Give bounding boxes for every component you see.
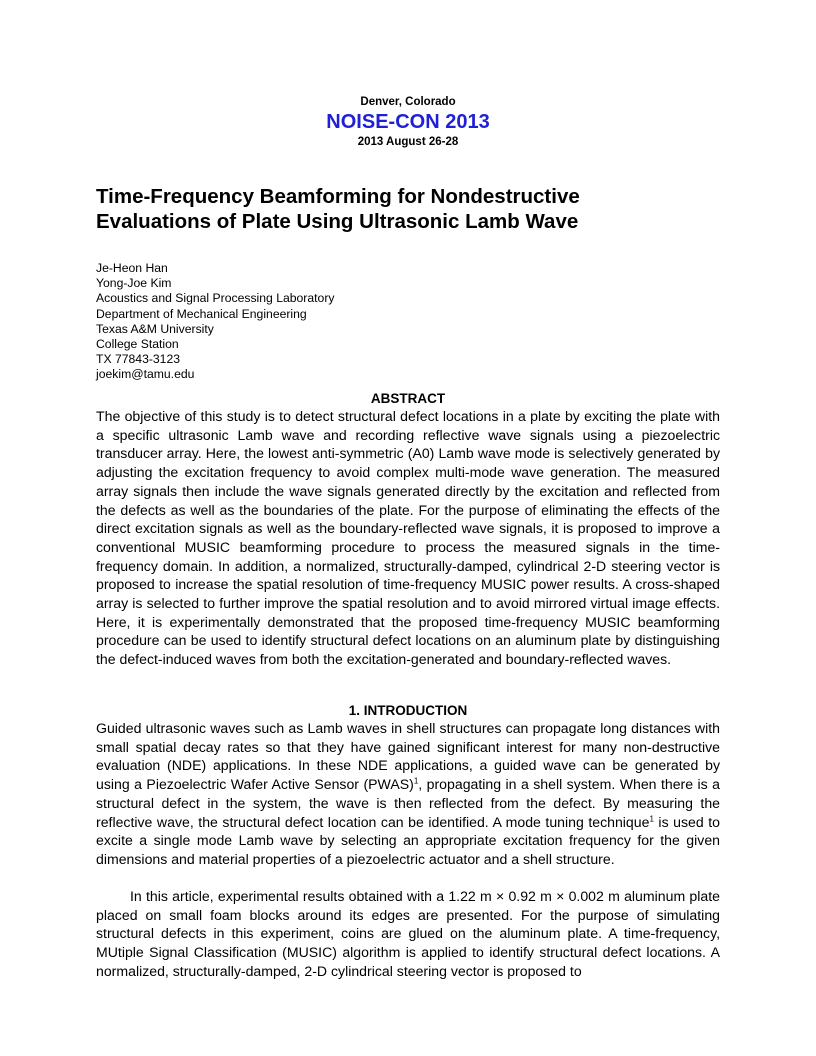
abstract-heading: ABSTRACT: [370, 391, 446, 406]
author-email: joekim@tamu.edu: [96, 367, 195, 382]
author-postal: TX 77843-3123: [96, 352, 181, 367]
citation-ref: 1: [649, 813, 654, 823]
author-name: Je-Heon Han: [96, 261, 168, 275]
conference-dates: 2013 August 26-28: [357, 136, 459, 148]
author-name: Yong-Joe Kim: [96, 276, 172, 291]
author-lab: Acoustics and Signal Processing Laboratory: [96, 291, 335, 306]
author-block: [96, 261, 334, 383]
introduction-paragraph-2: In this article, experimental results obtained with a 1.22 m × 0.92 m × 0.002 m aluminum plate placed on small foam blocks around its edges are presented. For the purpose of simulating structural defects in this experiment, coins are glued on the aluminum plate. A time-frequency, MUtiple Signal Classification (MUSIC) algorithm is applied to identify structural defect locations. A normalized, structurally-damped, 2-D cylindrical steering vector is proposed to: [96, 888, 720, 979]
citation-ref: 1: [413, 776, 419, 786]
abstract-body: The objective of this study is to detect structural defect locations in a plate by exciting the plate with a specific ultrasonic Lamb wave and recording reflective wave signals using a piezoelectric transducer array. Here, the lowest anti-symmetric (A0) Lamb wave mode is selectively generated by adjusting the excitation frequency to avoid complex multi-mode wave generation. The measured array signals then include the wave signals generated directly by the excitation and reflected from the defects as well as the boundaries of the plate. For the purpose of eliminating the effects of the direct excitation signals as well as the boundary-reflected wave signals, it is proposed to improve a conventional MUSIC beamforming procedure to process the measured signals in the time-frequency domain. In addition, a normalized, structurally-damped, cylindrical 2-D steering vector is proposed to increase the spatial resolution of time-frequency MUSIC power results. A cross-shaped array is selected to further improve the spatial resolution and to avoid mirrored virtual image effects. Here, it is experimentally demonstrated that the proposed time-frequency MUSIC beamforming procedure can be used to identify structural defect locations on an aluminum plate by distinguishing the defect-induced waves from both the excitation-generated and boundary-reflected waves.: [96, 408, 720, 668]
introduction-paragraph-1: [96, 719, 720, 869]
paper-title: [96, 184, 736, 234]
author-department: Department of Mechanical Engineering: [96, 306, 307, 321]
author-university: Texas A&M University: [96, 321, 214, 336]
conference-name: NOISE-CON 2013: [326, 111, 490, 133]
intro-text: Guided ultrasonic waves such as Lamb waves in shell structures can propagate long distances with small spatial decay rates so that they have gained significant interest for many non-destructive evaluation (NDE) applications. In these NDE applications, a guided wave can be generated by using a Piezoelectric Wafer Active Sensor (PWAS): [96, 720, 720, 793]
author-city: College Station: [96, 337, 179, 352]
intro-text: , propagating in a shell system. When there is a structural defect in the system, the wave is then reflected from the defect. By measuring the reflective wave, the structural defect location can be identified. A mode tuning technique: [96, 776, 720, 830]
introduction-heading: 1. INTRODUCTION: [348, 703, 468, 718]
paper-title-line-2: Evaluations of Plate Using Ultrasonic Lamb Wave: [96, 210, 579, 233]
intro-text: is used to excite a single mode Lamb wave by selecting an appropriate excitation frequency for the given dimensions and material properties of a piezoelectric actuator and a shell structure.: [96, 813, 720, 867]
conference-location: Denver, Colorado: [360, 96, 456, 108]
paper-title-line-1: Time-Frequency Beamforming for Nondestructive: [96, 185, 580, 208]
